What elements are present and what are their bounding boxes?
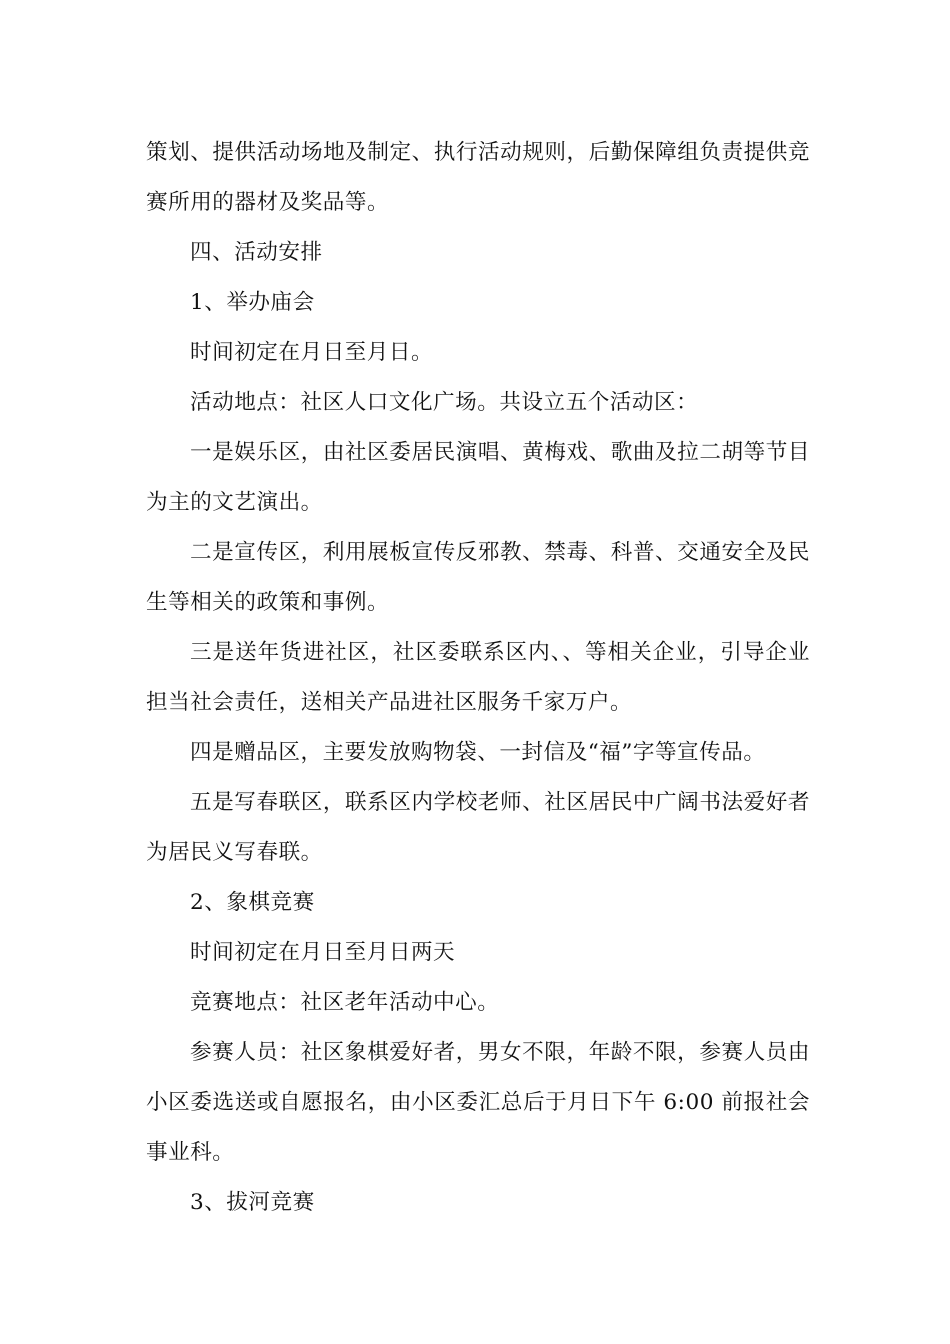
paragraph-temple-fair-location: 活动地点：社区人口文化广场。共设立五个活动区： bbox=[190, 390, 699, 415]
paragraph-chess-time: 时间初定在月日至月日两天 bbox=[190, 940, 456, 965]
paragraph-chess-participants: 参赛人员：社区象棋爱好者，男女不限，年龄不限，参赛人员由小区委选送或自愿报名，由小区委汇总后于月日下午 6:00 前报社会事业科。 bbox=[146, 1040, 810, 1165]
paragraph-new-year-goods: 三是送年货进社区，社区委联系区内、、等相关企业，引导企业担当社会责任，送相关产品进社区服务千家万户。 bbox=[146, 640, 810, 715]
paragraph-couplet-area: 五是写春联区，联系区内学校老师、社区居民中广阔书法爱好者为居民义写春联。 bbox=[146, 790, 810, 865]
subheading-chess-competition: 2、象棋竞赛 bbox=[190, 890, 315, 915]
paragraph-temple-fair-time: 时间初定在月日至月日。 bbox=[190, 340, 434, 365]
paragraph-publicity-area: 二是宣传区，利用展板宣传反邪教、禁毒、科普、交通安全及民生等相关的政策和事例。 bbox=[146, 540, 810, 615]
subheading-tug-of-war: 3、拔河竞赛 bbox=[190, 1190, 315, 1215]
subheading-temple-fair: 1、举办庙会 bbox=[190, 290, 315, 315]
section-heading-activity-arrangement: 四、活动安排 bbox=[190, 240, 323, 265]
paragraph-gift-area: 四是赠品区，主要发放购物袋、一封信及“福”字等宣传品。 bbox=[190, 740, 766, 765]
document-body bbox=[146, 128, 810, 1228]
paragraph-entertainment-area: 一是娱乐区，由社区委居民演唱、黄梅戏、歌曲及拉二胡等节目为主的文艺演出。 bbox=[146, 440, 810, 515]
paragraph-chess-location: 竞赛地点：社区老年活动中心。 bbox=[190, 990, 500, 1015]
paragraph-continuation: 策划、提供活动场地及制定、执行活动规则，后勤保障组负责提供竞赛所用的器材及奖品等。 bbox=[146, 140, 810, 215]
